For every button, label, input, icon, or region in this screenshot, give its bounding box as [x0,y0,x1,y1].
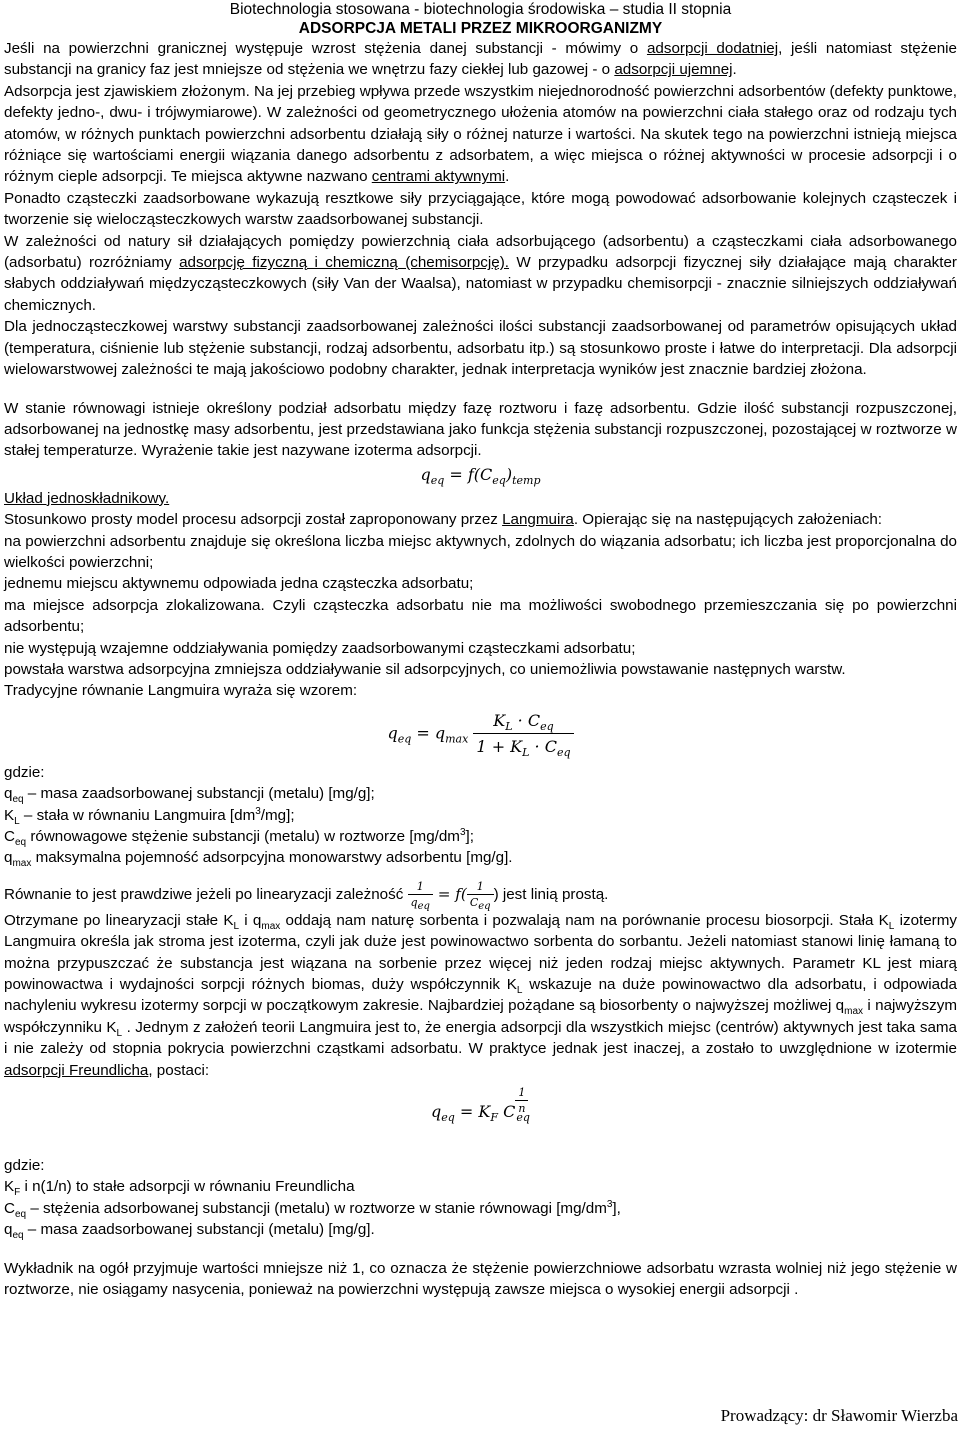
assumption-item: powstała warstwa adsorpcyjna zmniejsza oddziaływanie sil adsorpcyjnych, co uniemożliwia powstawanie następnych warstw. [4,660,846,678]
paragraph-linearization: Równanie to jest prawdziwe jeżeli po linearyzacji zależność $\frac{1}{q_{eq}}$ = f( $\frac{1}{C_{eq}}$ ) jest linią prostą. [4,879,609,912]
paragraph-monolayer: Dla jednocząsteczkowej warstwy substancji zaadsorbowanej zależności ilości substancji zaadsorbowanej od parametrów opisujących układ (temperatura, ciśnienie lub stężenie substancji, rodzaj adsorbentu, adsorbatu itp.) są stosunkowo proste i łatwe do interpretacji. Dla adsorpcji wielowarstwowej zależności te mają jakościowo podobny charakter, jednak interpretacja wyników jest znacznie bardziej złożona. [4,318,957,379]
langmuir-formula: $q_{eq} = q_{max}$ $\frac{K_L \cdot C_{eq}}{1 + K_L \cdot C_{eq}}$ [4,710,957,758]
definition-kf: $K_F$ i n(1/n) to stałe adsorpcji w równaniu Freundlicha [4,1178,355,1199]
document-header [4,0,957,38]
assumption-item: nie występują wzajemne oddziaływania pomiędzy zaadsorbowanymi cząsteczkami adsorbatu; [4,639,636,657]
definition-qmax: $q_{max}$ maksymalna pojemność adsorpcyjna monowarstwy adsorbentu [mg/g]. [4,849,513,870]
where-label: gdzie: [4,1157,45,1175]
term-freundlich: adsorpcji Freundlicha [4,1061,149,1079]
paragraph-exponent: Wykładnik na ogół przyjmuje wartości mniejsze niż 1, co oznacza że stężenie powierzchniowe adsorbatu wzrasta wolniej niż jego stężenie w roztworze, nie osiągamy nasycenia, ponieważ na powierzchni występują zawsze miejsca o wysokiej energii adsorpcji . [4,1259,957,1299]
definition-ceq: $C_{eq}$ równowagowe stężenie substancji (metalu) w roztworze $[mg/dm^3]$; [4,826,474,849]
where-label: gdzie: [4,763,45,781]
paragraph-langmuir-intro: Stosunkowo prosty model procesu adsorpcji został zaproponowany przez Langmuira. Opierając się na następujących założeniach: [4,511,882,529]
section-heading-single-component: Układ jednoskładnikowy. [4,489,170,507]
paragraph-intro: Jeśli na powierzchni granicznej występuje wzrost stężenia danej substancji - mówimy o adsorpcji dodatniej, jeśli natomiast stężenie substancji na granicy faz jest mniejsze od stężenia we wnętrzu fazy ciekłej lub gazowej - o adsorpcji ujemnej. [4,40,957,79]
term-positive-adsorption: adsorpcji dodatniej [646,40,779,57]
header-course: Biotechnologia stosowana - biotechnologia środowiska – studia II stopnia [229,1,732,18]
isotherm-formula: $q_{eq} = f(C_{eq})_{temp}$ [420,464,541,487]
term-langmuir: Langmuira [502,511,574,529]
paragraph-langmuir-constants: Otrzymane po linearyzacji stałe $K_L$ i $q_{max}$ oddają nam naturę sorbenta i pozwalają nam na porównanie procesu biosorpcji. Stała $K_L$ izotermy Langmuira określa jak stroma jest izoterma, czyli jak duże jest powinowactwo sorbenta do sorbantu. Jeżeli natomiast stanowi linię łamaną to można przypuszczać że substancja jest wiązana na sorbenie przez więcej niż jeden rodzaj miejsc aktywnych. Parametr KL jest miarą powinowactwa i wydajności sorpcji różnych biomas, duży współczynnik $K_L$ wskazuje na duże powinowactwo dla adsorbatu, i odpowiada nachyleniu wykresu izotermy sorpcji w początkowym zakresie. Najbardziej pożądane są biosorbenty o najwyższej możliwej $q_{max}$ i najwyższym współczynniku $K_L$ . Jednym z założeń teorii Langmuira jest to, że energia adsorpcji dla wszystkich miejsc (centrów) aktywnych jest taka sama i nie zależy od stopnia pokrycia powierzchni cząstkami adsorbatu. W praktyce jednak jest inaczej, a zostało to uwzględnione w izotermie adsorpcji Freundlicha, postaci: [4,911,957,1079]
term-negative-adsorption: adsorpcji ujemnej [614,61,733,79]
definition-qeq: $q_{eq}$ – masa zaadsorbowanej substancji (metalu) [mg/g]; [4,785,375,806]
paragraph-complexity: Adsorpcja jest zjawiskiem złożonym. Na jej przebieg wpływa przede wszystkim niejednorodność powierzchni adsorbentów (defekty punktowe, defekty jedno-, dwu- i trójwymiarowe). W zależności od geometrycznego ułożenia atomów na powierzchni ciała stałego oraz od rodzaju tych atomów, w różnych punktach powierzchni adsorbentu działają siły o różnej naturze i wartości. Na skutek tego na powierzchni istnieją miejsca różniące się wartościami energii wiązania danego adsorbentu z adsorbatem, a więc miejsca o różnej aktywności w procesie adsorpcji i o różnym cieple adsorpcji. Te miejsca aktywne nazwano centrami aktywnymi. [4,82,957,186]
definition-kl: $K_L$ – stała w równaniu Langmuira $[dm^3/mg]$; [4,805,295,827]
paragraph-equilibrium: W stanie równowagi istnieje określony podział adsorbatu między fazę roztworu i fazę adsorbentu. Gdzie ilość substancji rozpuszczonej, adsorbowanej na jednostkę masy adsorbentu, jest przedstawiana jako funkcja stężenia substancji rozpuszczonej, pozostającej w roztworze w stałej temperaturze. Wyrażenie takie jest nazywane izoterma adsorpcji. [4,399,957,460]
term-active-centers: centrami aktywnymi [371,168,506,186]
header-topic: ADSORPCJA METALI PRZEZ MIKROORGANIZMY [298,20,663,37]
document-page [4,0,957,1301]
paragraph-residual-forces: Ponadto cząsteczki zaadsorbowane wykazują resztkowe siły przyciągające, które mogą powodować adsorbowanie kolejnych cząsteczek i tworzenie się wielocząsteczkowych warstw zaadsorbowanej substancji. [4,189,957,229]
assumption-item: jednemu miejscu aktywnemu odpowiada jedna cząsteczka adsorbatu; [4,575,474,593]
langmuir-fraction: $\frac{K_L \cdot C_{eq}}{1 + K_L \cdot C_{eq}}$ [473,710,573,758]
assumption-item: na powierzchni adsorbentu znajduje się określona liczba miejsc aktywnych, zdolnych do wiązania adsorbatu; ich liczba jest proporcjonalna do wielkości powierzchni; [4,532,957,571]
definition-qeq-freundlich: $q_{eq}$ – masa zaadsorbowanej substancji (metalu) [mg/g]. [4,1221,375,1242]
paragraph-adsorption-types: W zależności od natury sił działających pomiędzy powierzchnią ciała adsorbującego (adsorbentu) a cząsteczkami ciała adsorbowanego (adsorbatu) rozróżniamy adsorpcję fizyczną i chemiczną (chemisorpcję). W przypadku adsorpcji fizycznej siły działające mają charakter słabych oddziaływań międzycząsteczkowych (siły Van der Waalsa), natomiast w przypadku chemisorpcji - znacznie silniejszych oddziaływań chemicznych. [4,232,957,314]
assumption-item: ma miejsce adsorpcja zlokalizowana. Czyli cząsteczka adsorbatu nie ma możliwości swobodnego przemieszczania się po powierzchni adsorbentu; [4,596,957,636]
freundlich-formula: $q_{eq} = K_F$ C $\frac{1}{n}$ $_{eq}$ [431,1086,530,1125]
instructor-footer: Prowadzący: dr Sławomir Wierzba [720,1406,958,1425]
term-physical-chemical: adsorpcję fizyczną i chemiczną (chemisorpcję). [179,254,510,272]
definition-ceq-freundlich: $C_{eq}$ – stężenia adsorbowanej substancji (metalu) w roztworze w stanie równowagi $[mg/dm^3]$, [4,1198,621,1220]
paragraph-langmuir-equation-intro: Tradycyjne równanie Langmuira wyraża się wzorem: [4,682,358,700]
